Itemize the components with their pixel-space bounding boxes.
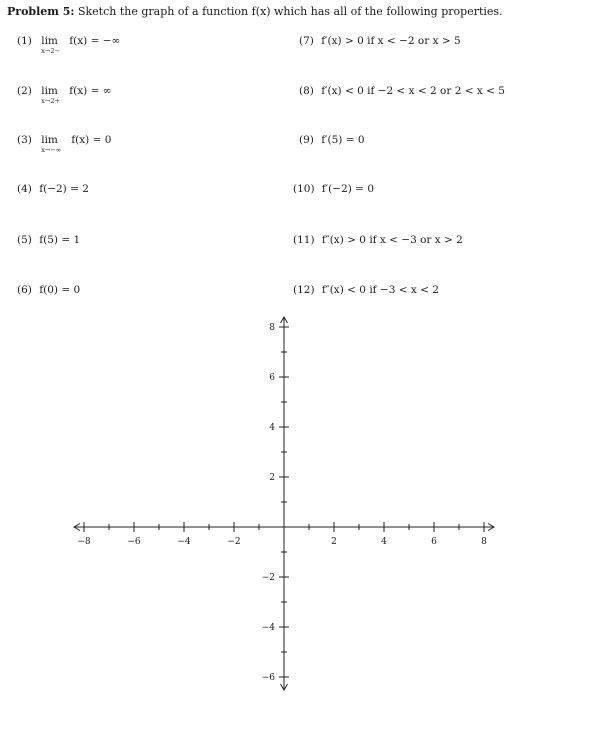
x-tick-label: −8	[77, 537, 91, 547]
y-tick-label: 8	[269, 323, 275, 333]
property-12: (12) f″(x) < 0 if −3 < x < 2	[293, 284, 439, 296]
x-tick-label: 2	[331, 537, 337, 547]
y-tick-label: 4	[269, 423, 275, 433]
x-tick-label: −6	[127, 537, 141, 547]
y-tick-label: 6	[269, 373, 275, 383]
property-9: (9) f′(5) = 0	[299, 134, 365, 146]
property-4: (4) f(−2) = 2	[17, 183, 89, 195]
x-tick-label: −2	[227, 537, 241, 547]
property-1: (1) lim x→2− f(x) = −∞	[17, 35, 121, 55]
property-6: (6) f(0) = 0	[17, 284, 81, 296]
axes	[74, 317, 494, 690]
property-8: (8) f′(x) < 0 if −2 < x < 2 or 2 < x < 5	[299, 85, 505, 97]
y-tick-label: 2	[269, 473, 275, 483]
limit-subscript: x→2−	[41, 47, 60, 55]
x-tick-label: 6	[431, 537, 437, 547]
limit-subscript: x→2+	[41, 97, 60, 105]
y-tick-label: −2	[261, 573, 275, 583]
property-7: (7) f′(x) > 0 if x < −2 or x > 5	[299, 35, 461, 47]
property-3: (3) lim x→−∞ f(x) = 0	[17, 134, 112, 154]
x-tick-label: −4	[177, 537, 191, 547]
property-5: (5) f(5) = 1	[17, 234, 81, 246]
property-2: (2) lim x→2+ f(x) = ∞	[17, 85, 112, 105]
problem-text: Sketch the graph of a function f(x) which has all of the following properties.	[77, 5, 503, 18]
limit-subscript: x→−∞	[41, 146, 62, 154]
x-tick-label: 8	[481, 537, 487, 547]
property-11: (11) f″(x) > 0 if x < −3 or x > 2	[293, 234, 463, 246]
x-tick-label: 4	[381, 537, 387, 547]
problem-label: Problem 5:	[7, 5, 75, 18]
property-10: (10) f′(−2) = 0	[293, 183, 375, 195]
y-tick-label: −4	[261, 623, 275, 633]
y-tick-label: −6	[261, 673, 275, 683]
